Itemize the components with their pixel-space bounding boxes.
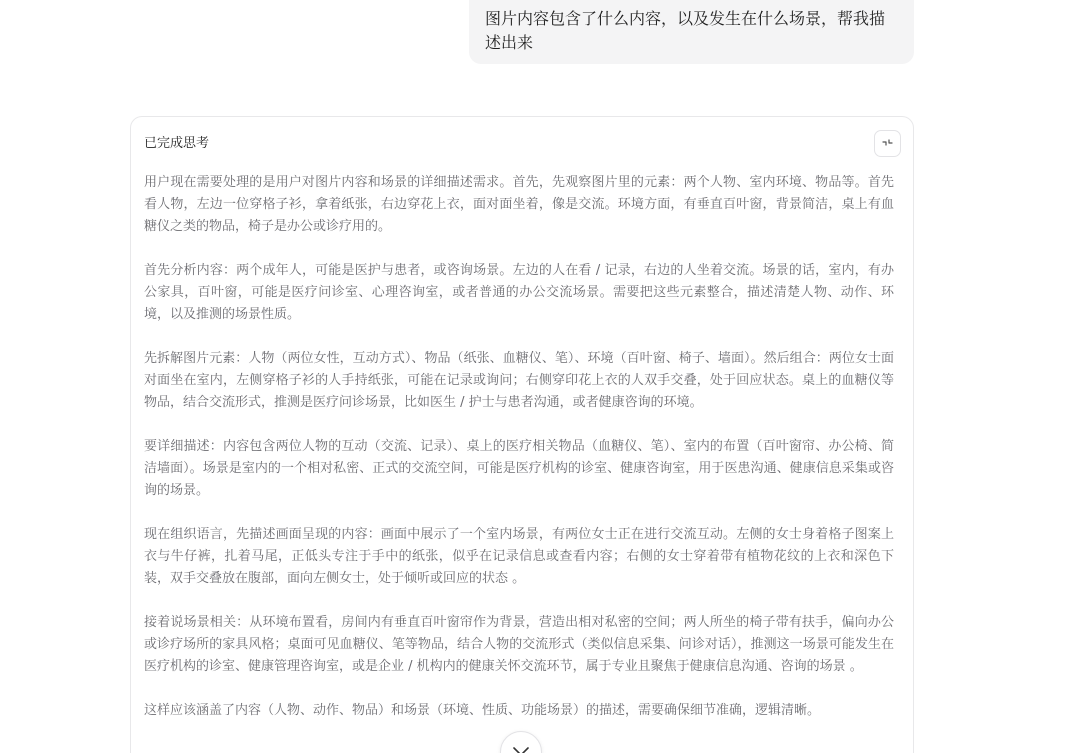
thinking-paragraph: 这样应该涵盖了内容（人物、动作、物品）和场景（环境、性质、功能场景）的描述，需要确保细节准确，逻辑清晰。 xyxy=(144,703,821,718)
thinking-panel xyxy=(130,116,914,753)
thinking-paragraph: 要详细描述：内容包含两位人物的互动（交流、记录）、桌上的医疗相关物品（血糖仪、笔）、室内的布置（百叶窗帘、办公椅、简洁墙面）。场景是室内的一个相对私密、正式的交流空间，可能是医疗机构的诊室、健康咨询室，用于医患沟通、健康信息采集或咨询的场景。 xyxy=(144,439,894,498)
thinking-content xyxy=(144,172,894,744)
collapse-arrows-icon xyxy=(881,134,894,153)
thinking-paragraph: 首先分析内容：两个成年人，可能是医护与患者，或咨询场景。左边的人在看 / 记录，右边的人坐着交流。场景的话，室内，有办公家具，百叶窗，可能是医疗问诊室、心理咨询室，或者普通的办公交流场景。需要把这些元素整合，描述清楚人物、动作、环境，以及推测的场景性质。 xyxy=(144,263,894,322)
thinking-paragraph: 先拆解图片元素：人物（两位女性，互动方式）、物品（纸张、血糖仪、笔）、环境（百叶窗、椅子、墙面）。然后组合：两位女士面对面坐在室内，左侧穿格子衫的人手持纸张，可能在记录或询问；右侧穿印花上衣的人双手交叠，处于回应状态。桌上的血糖仪等物品，结合交流形式，推测是医疗问诊场景，比如医生 / 护士与患者沟通，或者健康咨询的环境。 xyxy=(144,351,894,410)
user-message-text: 图片内容包含了什么内容，以及发生在什么场景，帮我描述出来 xyxy=(485,9,886,52)
thinking-paragraph: 用户现在需要处理的是用户对图片内容和场景的详细描述需求。首先，先观察图片里的元素：两个人物、室内环境、物品等。首先看人物，左边一位穿格子衫，拿着纸张，右边穿花上衣，面对面坐着，像是交流。环境方面，有垂直百叶窗，背景简洁，桌上有血糖仪之类的物品，椅子是办公或诊疗用的。 xyxy=(144,175,894,234)
thinking-paragraph: 接着说场景相关：从环境布置看，房间内有垂直百叶窗帘作为背景，营造出相对私密的空间；两人所坐的椅子带有扶手，偏向办公或诊疗场所的家具风格；桌面可见血糖仪、笔等物品，结合人物的交流形式（类似信息采集、问诊对话），推测这一场景可能发生在医疗机构的诊室、健康管理咨询室，或是企业 / 机构内的健康关怀交流环节，属于专业且聚焦于健康信息沟通、咨询的场景 。 xyxy=(144,615,894,674)
chevron-down-icon xyxy=(512,743,530,753)
user-message-bubble xyxy=(469,0,914,64)
collapse-thinking-button[interactable] xyxy=(874,130,901,157)
thinking-paragraph: 现在组织语言，先描述画面呈现的内容：画面中展示了一个室内场景，有两位女士正在进行交流互动。左侧的女士身着格子图案上衣与牛仔裤，扎着马尾，正低头专注于手中的纸张，似乎在记录信息或查看内容；右侧的女士穿着带有植物花纹的上衣和深色下装，双手交叠放在腹部，面向左侧女士，处于倾听或回应的状态 。 xyxy=(144,527,894,586)
thinking-status-label: 已完成思考 xyxy=(144,136,210,151)
